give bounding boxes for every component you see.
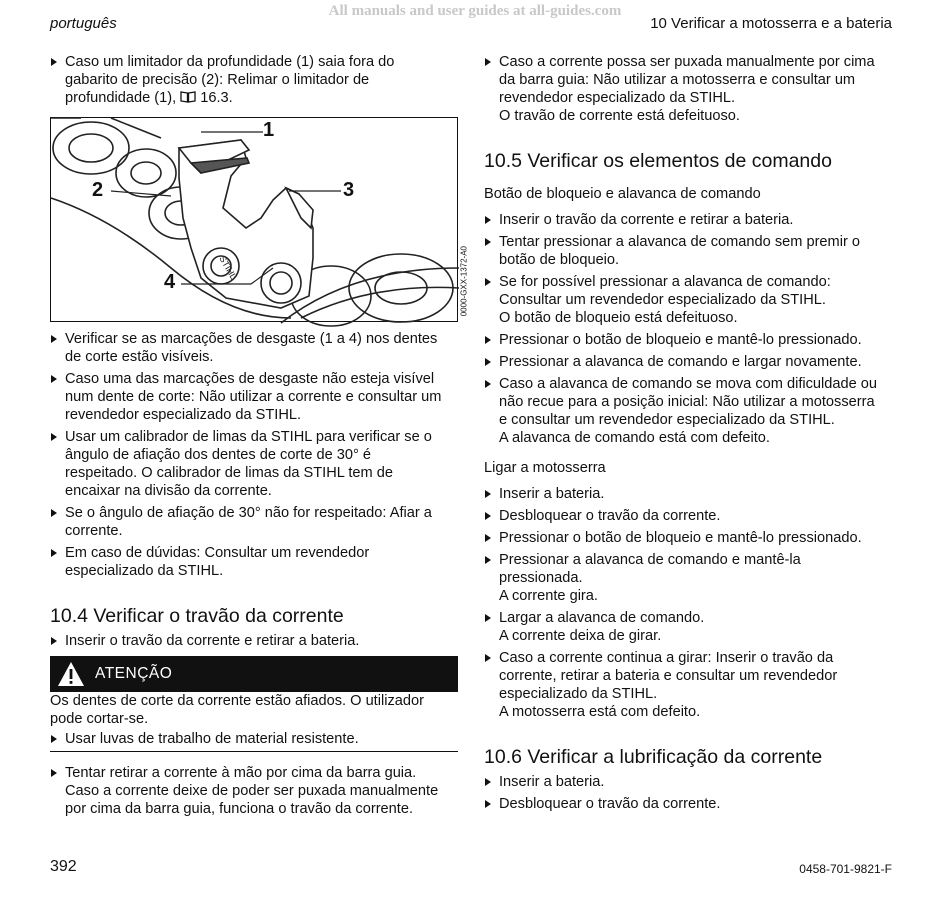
subsection-title-start: Ligar a motosserra bbox=[484, 460, 606, 476]
bullet-arrow-icon bbox=[51, 549, 57, 557]
bullet-arrow-icon bbox=[485, 380, 491, 388]
list-item: Inserir a bateria. bbox=[484, 485, 894, 503]
chain-wear-figure bbox=[50, 117, 468, 322]
callout-1: 1 bbox=[263, 119, 275, 141]
warning-icon bbox=[57, 661, 85, 687]
warning-banner bbox=[50, 656, 458, 692]
list-item: Desbloquear o travão da corrente. bbox=[484, 795, 894, 813]
section-title-10-4: 10.4 Verificar o travão da corrente bbox=[50, 605, 344, 627]
bullet-arrow-icon bbox=[485, 58, 491, 66]
list-item: Inserir o travão da corrente e retirar a bateria. bbox=[484, 211, 894, 229]
bullet-arrow-icon bbox=[485, 800, 491, 808]
divider bbox=[50, 751, 458, 752]
list-item: Tentar retirar a corrente à mão por cima da barra guia. Caso a corrente deixe de poder ser puxada manualmente por cima da barra guia, funciona o travão da corrente. bbox=[50, 764, 458, 818]
header-language: português bbox=[50, 15, 117, 32]
left-column bbox=[50, 53, 468, 822]
list-item: Pressionar o botão de bloqueio e mantê-lo pressionado. bbox=[484, 529, 894, 547]
list-item: Em caso de dúvidas: Consultar um revendedor especializado da STIHL. bbox=[50, 544, 458, 580]
list-item: Caso um limitador da profundidade (1) saia fora do gabarito de precisão (2): Relimar o limitador de profundidade (1), 16.3. bbox=[50, 53, 458, 107]
callout-4: 4 bbox=[164, 271, 176, 293]
list-item: Pressionar a alavanca de comando e mantê-la pressionada. A corrente gira. bbox=[484, 551, 894, 605]
header-chapter: 10 Verificar a motosserra e a bateria bbox=[650, 15, 892, 32]
warning-label: ATENÇÃO bbox=[95, 665, 173, 682]
list-item: Inserir o travão da corrente e retirar a bateria. bbox=[50, 632, 458, 650]
document-code: 0458-701-9821-F bbox=[799, 862, 892, 876]
list-item: Desbloquear o travão da corrente. bbox=[484, 507, 894, 525]
list-item: Verificar se as marcações de desgaste (1 a 4) nos dentes de corte estão visíveis. bbox=[50, 330, 458, 366]
page-number: 392 bbox=[50, 858, 77, 875]
bullet-arrow-icon bbox=[51, 509, 57, 517]
list-item: Caso uma das marcações de desgaste não esteja visível num dente de corte: Não utilizar a corrente e consultar um revendedor especializado da STIHL. bbox=[50, 370, 458, 424]
subsection-title-lock: Botão de bloqueio e alavanca de comando bbox=[484, 186, 761, 202]
section-title-10-6: 10.6 Verificar a lubrificação da corrente bbox=[484, 746, 823, 768]
bullet-arrow-icon bbox=[485, 556, 491, 564]
bullet-arrow-icon bbox=[485, 278, 491, 286]
bullet-arrow-icon bbox=[485, 534, 491, 542]
chain-illustration bbox=[51, 118, 459, 323]
list-item: Usar luvas de trabalho de material resistente. bbox=[50, 730, 458, 748]
list-item: Largar a alavanca de comando. A corrente deixa de girar. bbox=[484, 609, 894, 645]
bullet-arrow-icon bbox=[485, 358, 491, 366]
list-item: Caso a alavanca de comando se mova com dificuldade ou não recue para a posição inicial: Não utilizar a motosserra e consultar um revendedor especializado da STIHL. A alavanca de comando está com defeito. bbox=[484, 375, 894, 447]
bullet-arrow-icon bbox=[485, 238, 491, 246]
bullet-arrow-icon bbox=[485, 778, 491, 786]
section-title-10-5: 10.5 Verificar os elementos de comando bbox=[484, 150, 832, 172]
callout-3: 3 bbox=[343, 179, 355, 201]
bullet-arrow-icon bbox=[485, 654, 491, 662]
list-item: Caso a corrente possa ser puxada manualmente por cima da barra guia: Não utilizar a motosserra e consultar um revendedor especializado da STIHL. O travão de corrente está defeituoso. bbox=[484, 53, 894, 125]
bullet-arrow-icon bbox=[485, 614, 491, 622]
figure-code: 0000-GXX-1372-A0 bbox=[459, 246, 468, 317]
bullet-arrow-icon bbox=[51, 375, 57, 383]
bullet-arrow-icon bbox=[485, 216, 491, 224]
warning-text: Os dentes de corte da corrente estão afiados. O utilizador pode cortar-se. bbox=[50, 693, 424, 727]
list-item: Caso a corrente continua a girar: Inserir o travão da corrente, retirar a bateria e consultar um revendedor especializado da STIHL. A motosserra está com defeito. bbox=[484, 649, 894, 721]
brand-mark: STIHL bbox=[217, 254, 239, 282]
bullet-arrow-icon bbox=[485, 336, 491, 344]
bullet-arrow-icon bbox=[51, 637, 57, 645]
watermark: All manuals and user guides at all-guides.com bbox=[328, 3, 622, 19]
list-item: Usar um calibrador de limas da STIHL para verificar se o ângulo de afiação dos dentes de corte de 30° é respeitado. O calibrador de limas da STIHL tem de encaixar na divisão da corrente. bbox=[50, 428, 458, 500]
bullet-arrow-icon bbox=[485, 490, 491, 498]
list-item: Tentar pressionar a alavanca de comando sem premir o botão de bloqueio. bbox=[484, 233, 894, 269]
book-icon bbox=[180, 90, 196, 103]
bullet-arrow-icon bbox=[51, 433, 57, 441]
list-item: Se o ângulo de afiação de 30° não for respeitado: Afiar a corrente. bbox=[50, 504, 458, 540]
list-item: Pressionar o botão de bloqueio e mantê-lo pressionado. bbox=[484, 331, 894, 349]
bullet-arrow-icon bbox=[51, 58, 57, 66]
right-column bbox=[484, 53, 894, 817]
list-item: Pressionar a alavanca de comando e largar novamente. bbox=[484, 353, 894, 371]
list-item: Inserir a bateria. bbox=[484, 773, 894, 791]
bullet-arrow-icon bbox=[51, 335, 57, 343]
callout-2: 2 bbox=[92, 179, 104, 201]
bullet-arrow-icon bbox=[51, 735, 57, 743]
bullet-arrow-icon bbox=[51, 769, 57, 777]
bullet-arrow-icon bbox=[485, 512, 491, 520]
list-item: Se for possível pressionar a alavanca de comando: Consultar um revendedor especializado da STIHL. O botão de bloqueio está defeituoso. bbox=[484, 273, 894, 327]
